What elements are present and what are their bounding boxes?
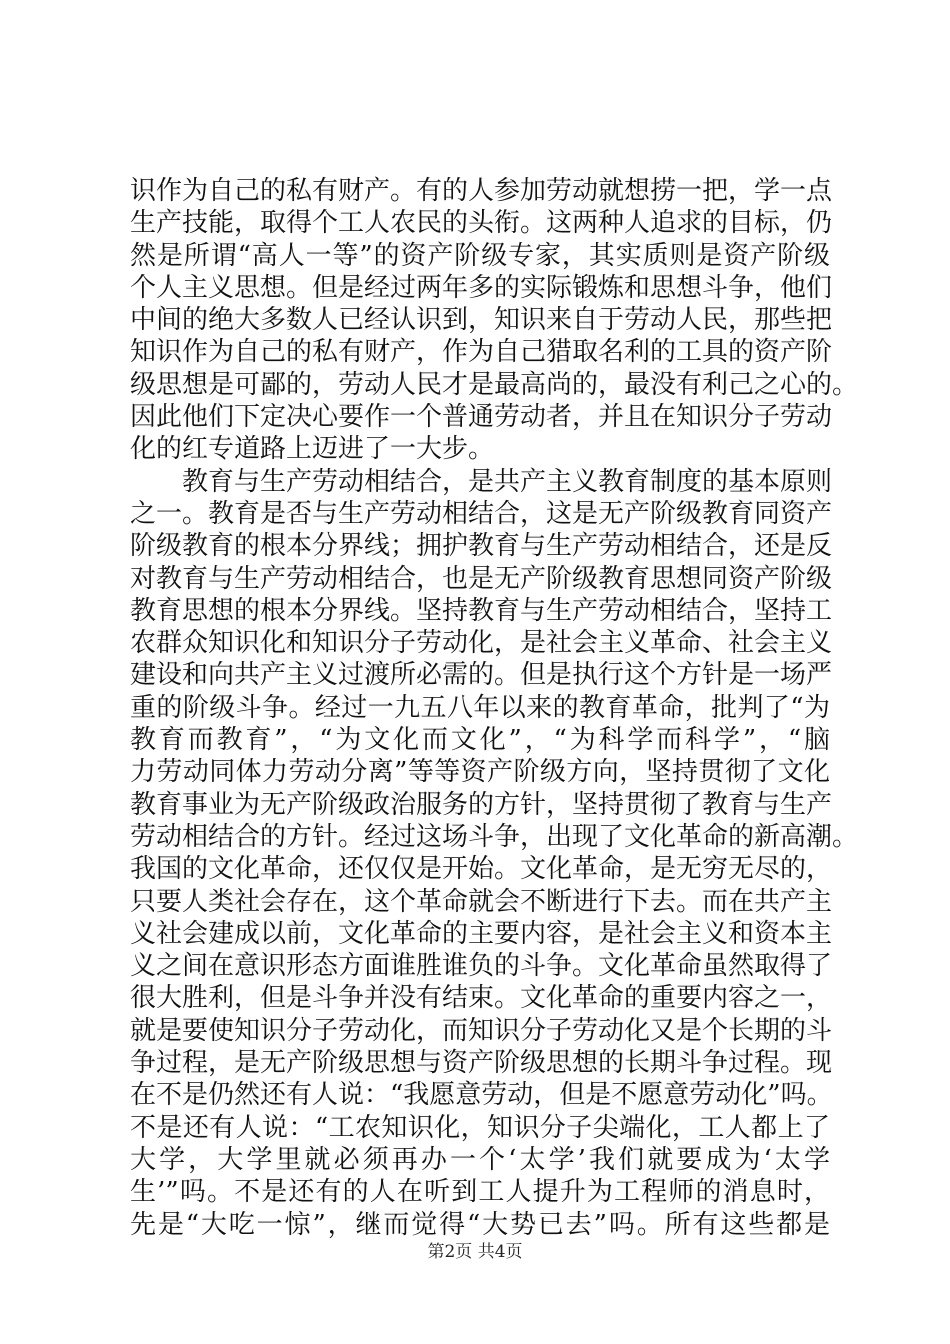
- text-line: 对教育与生产劳动相结合，也是无产阶级教育思想同资产阶级: [130, 563, 833, 594]
- paragraph-first-line: 教育与生产劳动相结合，是共产主义教育制度的基本原则: [182, 466, 833, 497]
- text-line: 争过程，是无产阶级思想与资产阶级思想的长期斗争过程。现: [130, 1048, 833, 1079]
- text-line: 化的红专道路上迈进了一大步。: [130, 434, 495, 465]
- text-line: 大学，大学里就必须再办一个‘太学’我们就要成为‘太学: [130, 1144, 830, 1175]
- text-line: 先是“大吃一惊”，继而觉得“大势已去”吗。所有这些都是: [130, 1209, 830, 1240]
- text-line: 因此他们下定决心要作一个普通劳动者，并且在知识分子劳动: [130, 402, 833, 433]
- text-line: 劳动相结合的方针。经过这场斗争，出现了文化革命的新高潮。: [130, 821, 859, 852]
- text-line: 义之间在意识形态方面谁胜谁负的斗争。文化革命虽然取得了: [130, 951, 833, 982]
- text-line: 农群众知识化和知识分子劳动化，是社会主义革命、社会主义: [130, 628, 833, 659]
- text-line: 之一。教育是否与生产劳动相结合，这是无产阶级教育同资产: [130, 498, 833, 529]
- text-line: 阶级教育的根本分界线；拥护教育与生产劳动相结合，还是反: [130, 531, 833, 562]
- text-line: 级思想是可鄙的，劳动人民才是最高尚的，最没有利己之心的。: [130, 369, 859, 400]
- text-line: 很大胜利，但是斗争并没有结束。文化革命的重要内容之一，: [130, 983, 833, 1014]
- document-body: [130, 175, 859, 1241]
- text-line: 我国的文化革命，还仅仅是开始。文化革命，是无穷无尽的，: [130, 854, 833, 885]
- text-line: 教育思想的根本分界线。坚持教育与生产劳动相结合，坚持工: [130, 595, 833, 626]
- text-line: 只要人类社会存在，这个革命就会不断进行下去。而在共产主: [130, 886, 833, 917]
- text-line: 重的阶级斗争。经过一九五八年以来的教育革命，批判了“为: [130, 692, 830, 723]
- text-line: 建设和向共产主义过渡所必需的。但是执行这个方针是一场严: [130, 660, 833, 691]
- text-line: 在不是仍然还有人说：“我愿意劳动，但是不愿意劳动化”吗。: [130, 1080, 833, 1111]
- page-number-footer: 第2页 共4页: [427, 1242, 523, 1262]
- text-line: 个人主义思想。但是经过两年多的实际锻炼和思想斗争，他们: [130, 272, 833, 303]
- text-line: 生产技能，取得个工人农民的头衔。这两种人追求的目标，仍: [130, 208, 833, 239]
- text-line: 识作为自己的私有财产。有的人参加劳动就想捞一把，学一点: [130, 176, 833, 206]
- text-line: 教育事业为无产阶级政治服务的方针，坚持贯彻了教育与生产: [130, 789, 833, 820]
- text-line: 生’”吗。不是还有的人在听到工人提升为工程师的消息时，: [130, 1177, 830, 1208]
- text-line: 义社会建成以前，文化革命的主要内容，是社会主义和资本主: [130, 918, 833, 949]
- text-line: 不是还有人说：“工农知识化，知识分子尖端化，工人都上了: [130, 1112, 830, 1143]
- text-line: 中间的绝大多数人已经认识到，知识来自于劳动人民，那些把: [130, 305, 833, 336]
- text-line: 就是要使知识分子劳动化，而知识分子劳动化又是个长期的斗: [130, 1015, 833, 1046]
- text-line: 知识作为自己的私有财产，作为自己猎取名利的工具的资产阶: [130, 337, 833, 368]
- text-line: 力劳动同体力劳动分离”等等资产阶级方向，坚持贯彻了文化: [130, 757, 830, 788]
- text-line: 教育而教育”，“为文化而文化”，“为科学而科学”，“脑: [130, 725, 830, 756]
- text-line: 然是所谓“高人一等”的资产阶级专家，其实质则是资产阶级: [130, 240, 830, 271]
